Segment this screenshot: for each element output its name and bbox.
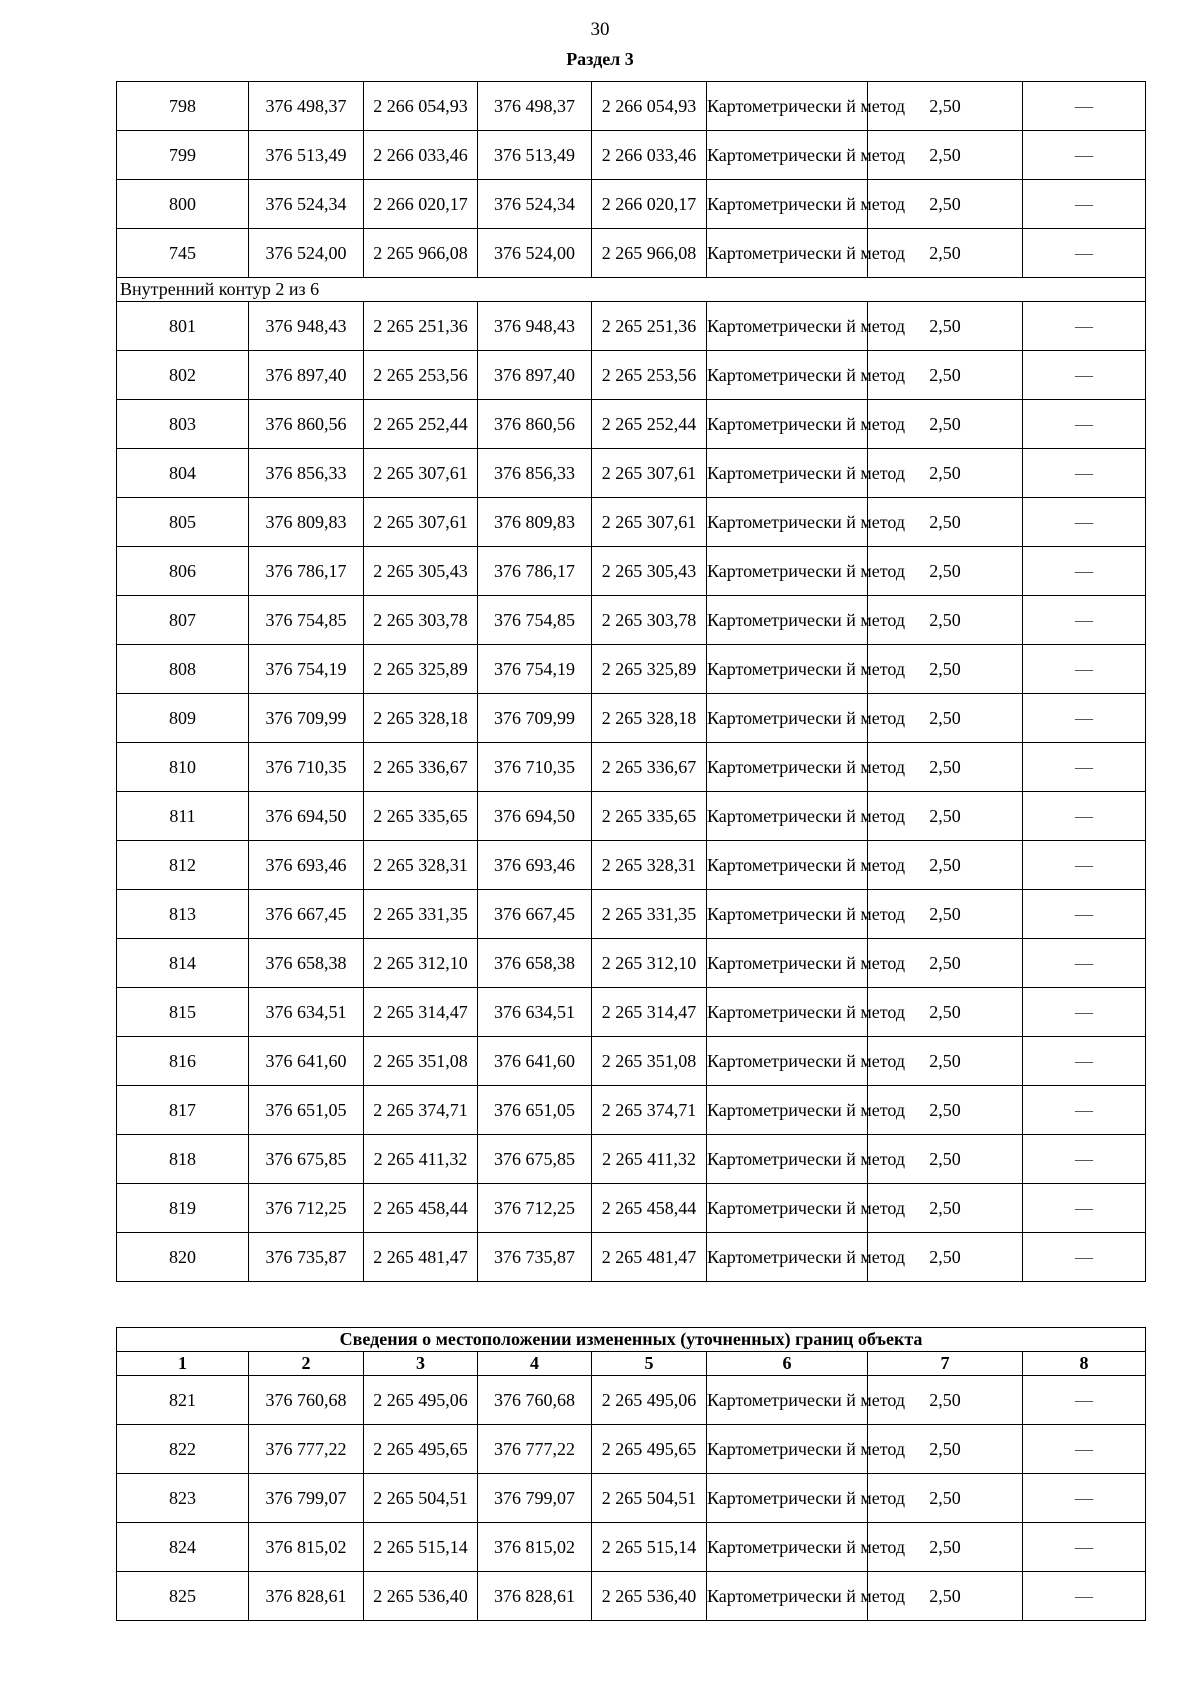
cell-point-number: 819 — [117, 1184, 249, 1233]
cell-y-new: 2 265 328,18 — [592, 694, 707, 743]
cell-point-number: 813 — [117, 890, 249, 939]
cell-y-new: 2 265 481,47 — [592, 1233, 707, 1282]
cell-description: — — [1023, 1474, 1146, 1523]
cell-y-new: 2 265 307,61 — [592, 498, 707, 547]
cell-y-new: 2 265 351,08 — [592, 1037, 707, 1086]
cell-method: Картометрически й метод — [707, 596, 868, 645]
cell-method: Картометрически й метод — [707, 988, 868, 1037]
cell-description: — — [1023, 1523, 1146, 1572]
cell-x-existing: 376 675,85 — [249, 1135, 364, 1184]
cell-accuracy: 2,50 — [868, 1474, 1023, 1523]
cell-x-existing: 376 524,34 — [249, 180, 364, 229]
cell-x-new: 376 524,00 — [478, 229, 592, 278]
cell-y-new: 2 265 253,56 — [592, 351, 707, 400]
cell-x-new: 376 675,85 — [478, 1135, 592, 1184]
cell-x-new: 376 667,45 — [478, 890, 592, 939]
cell-x-existing: 376 694,50 — [249, 792, 364, 841]
table-row — [117, 743, 1146, 792]
cell-description: — — [1023, 988, 1146, 1037]
cell-description: — — [1023, 229, 1146, 278]
cell-method: Картометрически й метод — [707, 1037, 868, 1086]
cell-description: — — [1023, 1233, 1146, 1282]
cell-accuracy: 2,50 — [868, 841, 1023, 890]
cell-y-existing: 2 265 374,71 — [364, 1086, 478, 1135]
cell-accuracy: 2,50 — [868, 1184, 1023, 1233]
cell-description: — — [1023, 1572, 1146, 1621]
cell-point-number: 801 — [117, 302, 249, 351]
cell-y-new: 2 265 966,08 — [592, 229, 707, 278]
cell-y-existing: 2 265 411,32 — [364, 1135, 478, 1184]
cell-description: — — [1023, 939, 1146, 988]
table-row — [117, 1572, 1146, 1621]
cell-description: — — [1023, 596, 1146, 645]
cell-description: — — [1023, 694, 1146, 743]
cell-x-new: 376 651,05 — [478, 1086, 592, 1135]
cell-y-existing: 2 265 328,18 — [364, 694, 478, 743]
cell-y-new: 2 265 515,14 — [592, 1523, 707, 1572]
cell-y-new: 2 265 374,71 — [592, 1086, 707, 1135]
cell-point-number: 818 — [117, 1135, 249, 1184]
cell-description: — — [1023, 792, 1146, 841]
cell-accuracy: 2,50 — [868, 1135, 1023, 1184]
section-row — [117, 278, 1146, 302]
table-row — [117, 1233, 1146, 1282]
table-row — [117, 1086, 1146, 1135]
cell-method: Картометрически й метод — [707, 645, 868, 694]
cell-description: — — [1023, 1037, 1146, 1086]
table-heading: Сведения о местоположении измененных (уточненных) границ объекта — [117, 1328, 1146, 1352]
cell-y-existing: 2 265 307,61 — [364, 449, 478, 498]
table-row — [117, 596, 1146, 645]
cell-description: — — [1023, 645, 1146, 694]
cell-x-new: 376 897,40 — [478, 351, 592, 400]
cell-x-existing: 376 524,00 — [249, 229, 364, 278]
cell-point-number: 817 — [117, 1086, 249, 1135]
cell-method: Картометрически й метод — [707, 841, 868, 890]
cell-x-new: 376 777,22 — [478, 1425, 592, 1474]
cell-x-existing: 376 658,38 — [249, 939, 364, 988]
cell-point-number: 807 — [117, 596, 249, 645]
page-number: 30 — [590, 19, 610, 40]
cell-x-new: 376 658,38 — [478, 939, 592, 988]
cell-accuracy: 2,50 — [868, 1572, 1023, 1621]
cell-y-new: 2 265 328,31 — [592, 841, 707, 890]
cell-x-new: 376 710,35 — [478, 743, 592, 792]
cell-y-new: 2 265 303,78 — [592, 596, 707, 645]
cell-method: Картометрически й метод — [707, 498, 868, 547]
cell-method: Картометрически й метод — [707, 939, 868, 988]
cell-accuracy: 2,50 — [868, 498, 1023, 547]
table-row — [117, 1135, 1146, 1184]
table-row — [117, 1425, 1146, 1474]
cell-y-existing: 2 265 303,78 — [364, 596, 478, 645]
cell-point-number: 804 — [117, 449, 249, 498]
cell-x-existing: 376 641,60 — [249, 1037, 364, 1086]
cell-y-new: 2 265 504,51 — [592, 1474, 707, 1523]
table-row — [117, 890, 1146, 939]
cell-x-existing: 376 634,51 — [249, 988, 364, 1037]
cell-y-new: 2 266 054,93 — [592, 82, 707, 131]
cell-y-new: 2 265 495,65 — [592, 1425, 707, 1474]
cell-x-existing: 376 754,19 — [249, 645, 364, 694]
table-row — [117, 694, 1146, 743]
table-row — [117, 1376, 1146, 1425]
cell-y-new: 2 266 033,46 — [592, 131, 707, 180]
cell-description: — — [1023, 1425, 1146, 1474]
cell-y-new: 2 265 411,32 — [592, 1135, 707, 1184]
cell-accuracy: 2,50 — [868, 1233, 1023, 1282]
cell-description: — — [1023, 351, 1146, 400]
cell-point-number: 802 — [117, 351, 249, 400]
cell-x-existing: 376 735,87 — [249, 1233, 364, 1282]
table-row — [117, 792, 1146, 841]
cell-accuracy: 2,50 — [868, 743, 1023, 792]
table-body-lower — [117, 302, 1146, 1282]
cell-point-number: 803 — [117, 400, 249, 449]
table-row — [117, 180, 1146, 229]
cell-method: Картометрически й метод — [707, 131, 868, 180]
cell-accuracy: 2,50 — [868, 180, 1023, 229]
table-heading-row — [117, 1328, 1146, 1352]
column-numbers-row — [117, 1352, 1146, 1376]
cell-x-existing: 376 786,17 — [249, 547, 364, 596]
cell-description: — — [1023, 131, 1146, 180]
cell-point-number: 799 — [117, 131, 249, 180]
cell-point-number: 811 — [117, 792, 249, 841]
cell-y-existing: 2 265 252,44 — [364, 400, 478, 449]
cell-accuracy: 2,50 — [868, 694, 1023, 743]
cell-method: Картометрически й метод — [707, 1523, 868, 1572]
cell-accuracy: 2,50 — [868, 1037, 1023, 1086]
cell-method: Картометрически й метод — [707, 82, 868, 131]
cell-accuracy: 2,50 — [868, 596, 1023, 645]
cell-point-number: 820 — [117, 1233, 249, 1282]
cell-x-existing: 376 710,35 — [249, 743, 364, 792]
cell-y-existing: 2 265 325,89 — [364, 645, 478, 694]
cell-point-number: 824 — [117, 1523, 249, 1572]
cell-x-new: 376 856,33 — [478, 449, 592, 498]
cell-x-new: 376 498,37 — [478, 82, 592, 131]
table-row — [117, 449, 1146, 498]
cell-point-number: 806 — [117, 547, 249, 596]
cell-y-existing: 2 265 515,14 — [364, 1523, 478, 1572]
cell-y-existing: 2 265 312,10 — [364, 939, 478, 988]
cell-method: Картометрически й метод — [707, 743, 868, 792]
cell-x-existing: 376 498,37 — [249, 82, 364, 131]
cell-description: — — [1023, 498, 1146, 547]
cell-y-existing: 2 265 335,65 — [364, 792, 478, 841]
cell-method: Картометрически й метод — [707, 890, 868, 939]
cell-accuracy: 2,50 — [868, 939, 1023, 988]
cell-method: Картометрически й метод — [707, 547, 868, 596]
table-row — [117, 1523, 1146, 1572]
cell-y-new: 2 265 458,44 — [592, 1184, 707, 1233]
table-row — [117, 645, 1146, 694]
column-number: 2 — [249, 1352, 364, 1376]
cell-description: — — [1023, 1086, 1146, 1135]
cell-x-existing: 376 693,46 — [249, 841, 364, 890]
cell-x-new: 376 786,17 — [478, 547, 592, 596]
cell-accuracy: 2,50 — [868, 82, 1023, 131]
table-row — [117, 988, 1146, 1037]
cell-y-existing: 2 265 314,47 — [364, 988, 478, 1037]
cell-point-number: 798 — [117, 82, 249, 131]
cell-x-new: 376 828,61 — [478, 1572, 592, 1621]
cell-description: — — [1023, 82, 1146, 131]
cell-y-new: 2 265 495,06 — [592, 1376, 707, 1425]
cell-point-number: 823 — [117, 1474, 249, 1523]
table-body-upper — [117, 82, 1146, 278]
cell-x-new: 376 693,46 — [478, 841, 592, 890]
cell-y-new: 2 265 312,10 — [592, 939, 707, 988]
cell-x-new: 376 754,85 — [478, 596, 592, 645]
cell-x-new: 376 809,83 — [478, 498, 592, 547]
cell-point-number: 810 — [117, 743, 249, 792]
cell-accuracy: 2,50 — [868, 1425, 1023, 1474]
cell-point-number: 825 — [117, 1572, 249, 1621]
column-number: 7 — [868, 1352, 1023, 1376]
cell-y-new: 2 265 536,40 — [592, 1572, 707, 1621]
cell-method: Картометрически й метод — [707, 792, 868, 841]
cell-y-existing: 2 265 336,67 — [364, 743, 478, 792]
cell-method: Картометрически й метод — [707, 1425, 868, 1474]
cell-x-existing: 376 712,25 — [249, 1184, 364, 1233]
cell-accuracy: 2,50 — [868, 1086, 1023, 1135]
cell-x-existing: 376 809,83 — [249, 498, 364, 547]
table-row — [117, 302, 1146, 351]
cell-x-new: 376 524,34 — [478, 180, 592, 229]
cell-y-existing: 2 265 495,06 — [364, 1376, 478, 1425]
cell-point-number: 815 — [117, 988, 249, 1037]
cell-method: Картометрически й метод — [707, 302, 868, 351]
table-row — [117, 82, 1146, 131]
column-number: 8 — [1023, 1352, 1146, 1376]
cell-y-new: 2 265 307,61 — [592, 449, 707, 498]
table-row — [117, 547, 1146, 596]
cell-x-new: 376 513,49 — [478, 131, 592, 180]
table-body — [117, 1376, 1146, 1621]
cell-x-existing: 376 760,68 — [249, 1376, 364, 1425]
cell-y-new: 2 265 251,36 — [592, 302, 707, 351]
cell-accuracy: 2,50 — [868, 890, 1023, 939]
column-number: 4 — [478, 1352, 592, 1376]
cell-y-existing: 2 266 054,93 — [364, 82, 478, 131]
cell-x-existing: 376 799,07 — [249, 1474, 364, 1523]
cell-y-new: 2 265 305,43 — [592, 547, 707, 596]
cell-description: — — [1023, 547, 1146, 596]
cell-x-new: 376 634,51 — [478, 988, 592, 1037]
cell-y-existing: 2 265 331,35 — [364, 890, 478, 939]
cell-y-existing: 2 266 020,17 — [364, 180, 478, 229]
cell-y-existing: 2 265 328,31 — [364, 841, 478, 890]
cell-x-existing: 376 667,45 — [249, 890, 364, 939]
cell-y-existing: 2 265 504,51 — [364, 1474, 478, 1523]
cell-x-new: 376 754,19 — [478, 645, 592, 694]
cell-x-existing: 376 777,22 — [249, 1425, 364, 1474]
cell-x-existing: 376 948,43 — [249, 302, 364, 351]
cell-y-existing: 2 265 966,08 — [364, 229, 478, 278]
cell-x-new: 376 860,56 — [478, 400, 592, 449]
cell-description: — — [1023, 743, 1146, 792]
cell-accuracy: 2,50 — [868, 792, 1023, 841]
cell-y-new: 2 265 336,67 — [592, 743, 707, 792]
table-row — [117, 1184, 1146, 1233]
changed-boundaries-table — [116, 1327, 1146, 1621]
cell-accuracy: 2,50 — [868, 131, 1023, 180]
coordinates-table — [116, 81, 1146, 1282]
cell-method: Картометрически й метод — [707, 1572, 868, 1621]
table-row — [117, 1474, 1146, 1523]
cell-method: Картометрически й метод — [707, 229, 868, 278]
cell-x-existing: 376 513,49 — [249, 131, 364, 180]
table-row — [117, 939, 1146, 988]
cell-y-existing: 2 265 307,61 — [364, 498, 478, 547]
cell-y-existing: 2 265 351,08 — [364, 1037, 478, 1086]
cell-x-new: 376 641,60 — [478, 1037, 592, 1086]
cell-y-new: 2 265 335,65 — [592, 792, 707, 841]
cell-point-number: 814 — [117, 939, 249, 988]
cell-x-existing: 376 856,33 — [249, 449, 364, 498]
cell-accuracy: 2,50 — [868, 449, 1023, 498]
cell-y-existing: 2 265 305,43 — [364, 547, 478, 596]
cell-point-number: 808 — [117, 645, 249, 694]
cell-x-new: 376 815,02 — [478, 1523, 592, 1572]
cell-y-new: 2 265 252,44 — [592, 400, 707, 449]
cell-accuracy: 2,50 — [868, 645, 1023, 694]
cell-x-new: 376 760,68 — [478, 1376, 592, 1425]
cell-x-new: 376 712,25 — [478, 1184, 592, 1233]
cell-description: — — [1023, 180, 1146, 229]
cell-x-new: 376 799,07 — [478, 1474, 592, 1523]
cell-y-existing: 2 265 481,47 — [364, 1233, 478, 1282]
table-row — [117, 351, 1146, 400]
contour-label: Внутренний контур 2 из 6 — [117, 278, 1146, 302]
cell-y-existing: 2 265 536,40 — [364, 1572, 478, 1621]
cell-point-number: 800 — [117, 180, 249, 229]
cell-description: — — [1023, 1184, 1146, 1233]
cell-description: — — [1023, 841, 1146, 890]
cell-method: Картометрически й метод — [707, 1376, 868, 1425]
cell-method: Картометрически й метод — [707, 180, 868, 229]
table-row — [117, 400, 1146, 449]
cell-description: — — [1023, 1135, 1146, 1184]
cell-x-new: 376 709,99 — [478, 694, 592, 743]
cell-method: Картометрически й метод — [707, 1184, 868, 1233]
cell-x-existing: 376 651,05 — [249, 1086, 364, 1135]
cell-point-number: 745 — [117, 229, 249, 278]
cell-description: — — [1023, 449, 1146, 498]
cell-y-new: 2 265 331,35 — [592, 890, 707, 939]
cell-y-existing: 2 265 495,65 — [364, 1425, 478, 1474]
cell-description: — — [1023, 400, 1146, 449]
table-row — [117, 498, 1146, 547]
table-row — [117, 131, 1146, 180]
cell-point-number: 805 — [117, 498, 249, 547]
column-number: 3 — [364, 1352, 478, 1376]
cell-x-existing: 376 709,99 — [249, 694, 364, 743]
cell-y-existing: 2 265 251,36 — [364, 302, 478, 351]
cell-accuracy: 2,50 — [868, 547, 1023, 596]
cell-accuracy: 2,50 — [868, 988, 1023, 1037]
cell-method: Картометрически й метод — [707, 1233, 868, 1282]
table-section — [117, 278, 1146, 302]
column-number: 5 — [592, 1352, 707, 1376]
cell-x-existing: 376 815,02 — [249, 1523, 364, 1572]
cell-method: Картометрически й метод — [707, 400, 868, 449]
cell-x-new: 376 735,87 — [478, 1233, 592, 1282]
column-number: 6 — [707, 1352, 868, 1376]
cell-y-new: 2 265 314,47 — [592, 988, 707, 1037]
cell-point-number: 822 — [117, 1425, 249, 1474]
cell-point-number: 809 — [117, 694, 249, 743]
cell-x-existing: 376 754,85 — [249, 596, 364, 645]
cell-method: Картометрически й метод — [707, 1474, 868, 1523]
cell-method: Картометрически й метод — [707, 351, 868, 400]
cell-x-existing: 376 828,61 — [249, 1572, 364, 1621]
cell-y-existing: 2 265 458,44 — [364, 1184, 478, 1233]
table-row — [117, 1037, 1146, 1086]
cell-method: Картометрически й метод — [707, 1086, 868, 1135]
cell-accuracy: 2,50 — [868, 400, 1023, 449]
cell-accuracy: 2,50 — [868, 1376, 1023, 1425]
cell-y-new: 2 266 020,17 — [592, 180, 707, 229]
cell-accuracy: 2,50 — [868, 351, 1023, 400]
table-row — [117, 841, 1146, 890]
cell-accuracy: 2,50 — [868, 1523, 1023, 1572]
cell-x-new: 376 694,50 — [478, 792, 592, 841]
cell-accuracy: 2,50 — [868, 302, 1023, 351]
cell-point-number: 821 — [117, 1376, 249, 1425]
cell-method: Картометрически й метод — [707, 449, 868, 498]
cell-method: Картометрически й метод — [707, 1135, 868, 1184]
table-row — [117, 229, 1146, 278]
cell-point-number: 816 — [117, 1037, 249, 1086]
cell-y-existing: 2 265 253,56 — [364, 351, 478, 400]
cell-point-number: 812 — [117, 841, 249, 890]
cell-x-new: 376 948,43 — [478, 302, 592, 351]
section-title: Раздел 3 — [566, 49, 634, 69]
cell-description: — — [1023, 890, 1146, 939]
cell-x-existing: 376 860,56 — [249, 400, 364, 449]
cell-y-existing: 2 266 033,46 — [364, 131, 478, 180]
cell-method: Картометрически й метод — [707, 694, 868, 743]
cell-y-new: 2 265 325,89 — [592, 645, 707, 694]
column-number: 1 — [117, 1352, 249, 1376]
cell-description: — — [1023, 1376, 1146, 1425]
cell-description: — — [1023, 302, 1146, 351]
cell-accuracy: 2,50 — [868, 229, 1023, 278]
cell-x-existing: 376 897,40 — [249, 351, 364, 400]
